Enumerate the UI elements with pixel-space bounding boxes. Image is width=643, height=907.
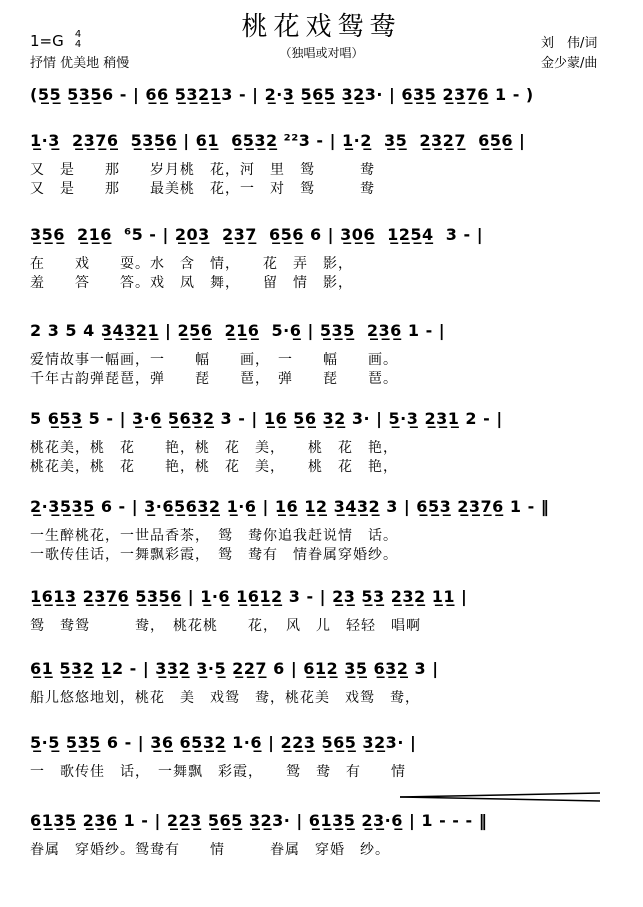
notation-line: 6̲1̲3̲5̲ 2̲3̲6̲ 1 - | 2̲2̲3̲ 5̲6̲5̲ 3̲2̲3· | 6̲1̲3̲5̲ 2̲3̲·6̲ | 1 - - - ‖ xyxy=(30,811,488,830)
time-signature-bottom: 4 xyxy=(74,39,82,50)
lyric-line: 鸳 鸯鸳 鸯， 桃花桃 花， 风 儿 轻轻 唱啊 xyxy=(30,618,421,634)
lyric-line: 桃花美，桃 花 艳，桃 花 美， 桃 花 艳， xyxy=(30,459,398,475)
notation-line: 1̲6̲1̲3̲ 2̲3̲7̲6̲ 5̲3̲5̲6̲ | 1̲·6̲ 1̲6̲1̲2̲ 3 - | 2̲3̲ 5̲3̲ 2̲3̲2̲ 1̲1̲ | xyxy=(30,587,468,606)
lyric-line: 桃花美，桃 花 艳，桃 花 美， 桃 花 艳， xyxy=(30,440,398,456)
notation-line: 2̲·3̲5̲3̲5̲ 6 - | 3̲·6̲5̲6̲3̲2̲ 1̲·6̲ | 1̲6̲ 1̲2̲ 3̲4̲3̲2̲ 3 | 6̲5̲3̲ 2̲3̲7̲6̲ 1 - ‖ xyxy=(30,497,550,516)
key-signature: 1=G xyxy=(30,32,64,50)
lyric-line: 船儿悠悠地划，桃花 美 戏鸳 鸯，桃花美 戏鸳 鸯， xyxy=(30,690,420,706)
notation-line: 5̲·5̲ 5̲3̲5̲ 6 - | 3̲6̲ 6̲5̲3̲2̲ 1·6̲ | 2̲2̲3̲ 5̲6̲5̲ 3̲2̲3· | xyxy=(30,733,417,752)
notation-line: 2 3 5 4 3̲4̲3̲2̲1̲ | 2̲5̲6̲ 2̲1̲6̲ 5·6̲ | 5̲3̲5̲ 2̲3̲6̲ 1 - | xyxy=(30,321,446,340)
time-signature-top: 4 xyxy=(74,29,82,40)
composer-credit: 金少蒙/曲 xyxy=(541,56,598,71)
lyric-line: 眷属 穿婚纱。鸳鸯有 情 眷属 穿婚 纱。 xyxy=(30,842,390,858)
lyric-line: 一生醉桃花，一世品香茶， 鸳 鸯你追我赶说情 话。 xyxy=(30,528,398,544)
lyric-line: 一歌传佳话，一舞飘彩霞， 鸳 鸯有 情眷属穿婚纱。 xyxy=(30,547,398,563)
time-signature xyxy=(72,30,84,50)
lyric-line: 爱情故事一幅画，一 幅 画， 一 幅 画。 xyxy=(30,352,398,368)
tempo-marking: 抒情 优美地 稍慢 xyxy=(30,56,130,71)
notation-line: (5̲5̲ 5̲3̲5̲6 - | 6̲6̲ 5̲3̲2̲1̲3 - | 2̲·3̲ 5̲6̲5̲ 3̲2̲3· | 6̲3̲5̲ 2̲3̲7̲6̲ 1 - ) xyxy=(30,85,534,104)
lyric-line: 一 歌传佳 话， 一舞飘 彩霞， 鸳 鸯 有 情 xyxy=(30,764,406,780)
lyric-line: 在 戏 耍。水 含 情， 花 弄 影， xyxy=(30,256,353,272)
song-subtitle: （独唱或对唱） xyxy=(279,46,364,60)
lyric-line: 又 是 那 岁月桃 花，河 里 鸳 鸯 xyxy=(30,162,375,178)
lyric-line: 又 是 那 最美桃 花，一 对 鸳 鸯 xyxy=(30,181,375,197)
crescendo-mark xyxy=(400,792,600,802)
notation-line: 1̲·3̲ 2̲3̲7̲6̲ 5̲3̲5̲6̲ | 6̲1̲ 6̲5̲3̲2̲ ²²3 - | 1̲·2̲ 3̲5̲ 2̲3̲2̲7̲ 6̲5̲6̲ | xyxy=(30,131,526,150)
lyric-line: 千年古韵弹琵琶，弹 琵 琶， 弹 琵 琶。 xyxy=(30,371,398,387)
song-title: 桃花戏鸳鸯 xyxy=(241,12,402,42)
notation-line: 6̲1̲ 5̲3̲2̲ 1̲2 - | 3̲3̲2̲ 3̲·5̲ 2̲2̲7̲ 6 | 6̲1̲2̲ 3̲5̲ 6̲3̲2̲ 3 | xyxy=(30,659,439,678)
notation-line: 5 6̲5̲3̲ 5 - | 3̲·6̲ 5̲6̲3̲2̲ 3 - | 1̲6̲ 5̲6̲ 3̲2̲ 3· | 5̲·3̲ 2̲3̲1̲ 2 - | xyxy=(30,409,503,428)
notation-line: 3̲5̲6̲ 2̲1̲6̲ ⁶5 - | 2̲0̲3̲ 2̲3̲7̲ 6̲5̲6̲ 6 | 3̲0̲6̲ 1̲2̲5̲4̲ 3 - | xyxy=(30,225,484,244)
lyricist-credit: 刘 伟/词 xyxy=(541,36,598,51)
lyric-line: 羞 答 答。戏 凤 舞， 留 情 影， xyxy=(30,275,353,291)
